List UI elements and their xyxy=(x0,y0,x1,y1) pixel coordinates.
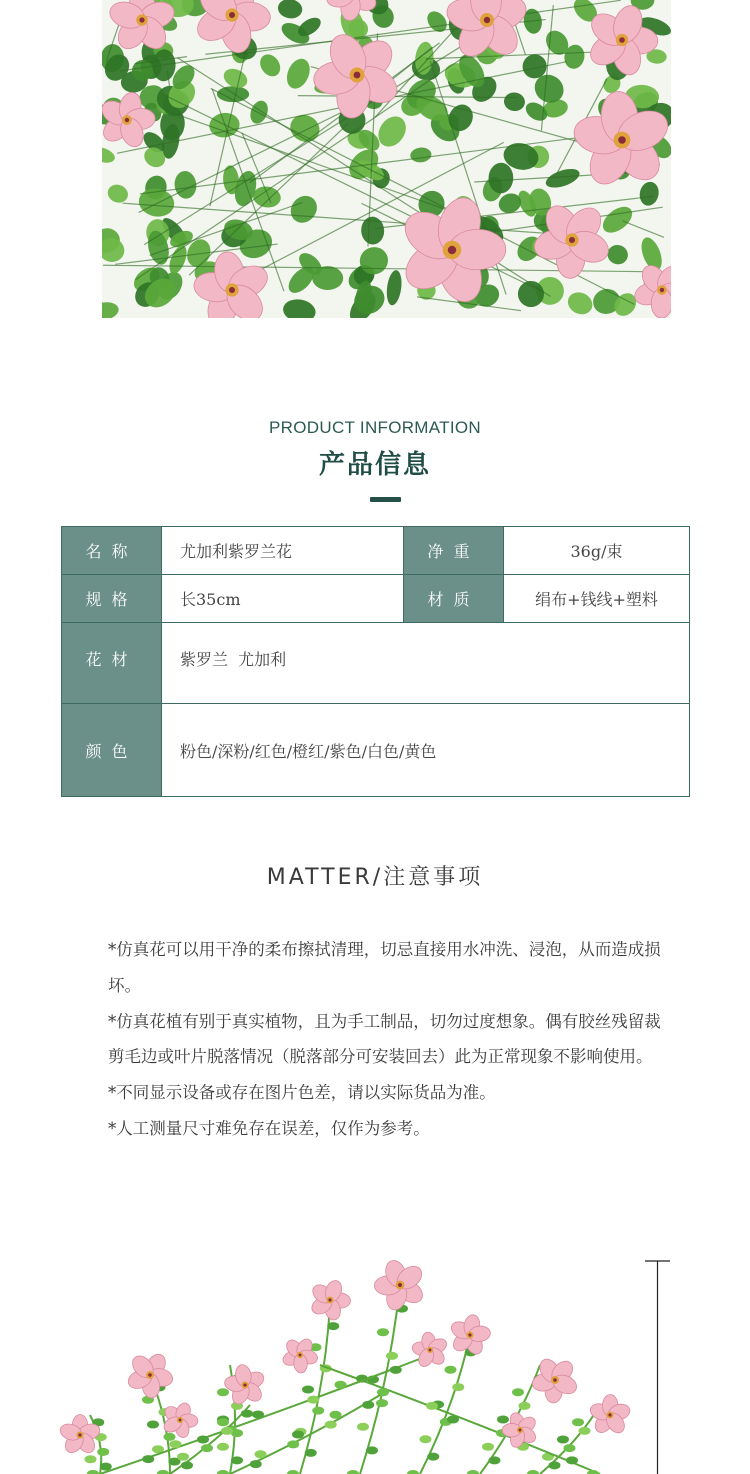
spec-row-name xyxy=(62,527,689,574)
spec-row-colors xyxy=(62,703,689,796)
matter-title: MATTER/注意事项 xyxy=(266,865,484,890)
section-title-en: PRODUCT INFORMATION xyxy=(269,418,481,437)
matter-note: *人工测量尺寸难免存在误差，仅作为参考。 xyxy=(108,1118,430,1138)
spec-value-size: 长35cm xyxy=(161,575,403,622)
spec-value-weight: 36g/束 xyxy=(503,527,689,574)
spec-label-colors: 颜色 xyxy=(62,704,161,796)
spec-label-weight: 净重 xyxy=(403,527,503,574)
section-title-zh: 产品信息 xyxy=(318,450,431,480)
matter-note: *仿真花植有别于真实植物，且为手工制品，切勿过度想象。偶有胶丝残留裁剪毛边或叶片脱落情况（脱落部分可安装回去）此为正常现象不影响使用。 xyxy=(108,1011,661,1067)
spec-row-size xyxy=(62,574,689,622)
spec-label-name: 名称 xyxy=(62,527,161,574)
spec-value-flowers: 紫罗兰 尤加利 xyxy=(161,623,689,703)
spec-value-name: 尤加利紫罗兰花 xyxy=(161,527,403,574)
spec-value-colors: 粉色/深粉/红色/橙红/紫色/白色/黄色 xyxy=(161,704,689,796)
product-photo-bottom xyxy=(0,1215,750,1474)
spec-row-flowers xyxy=(62,622,689,703)
spec-value-material: 绢布+钱线+塑料 xyxy=(503,575,689,622)
matter-note: *不同显示设备或存在图片色差，请以实际货品为准。 xyxy=(108,1083,496,1103)
height-dimension-line xyxy=(645,1260,670,1474)
title-underline xyxy=(370,497,401,502)
spec-label-size: 规格 xyxy=(62,575,161,622)
spec-table xyxy=(61,526,690,797)
flower-arrangement-image xyxy=(102,0,671,318)
flower-stems-image xyxy=(0,1215,750,1474)
matter-note: *仿真花可以用干净的柔布擦拭清理，切忌直接用水冲洗、浸泡，从而造成损坏。 xyxy=(108,940,661,995)
matter-notes xyxy=(108,932,668,1147)
product-photo-top xyxy=(102,0,671,318)
spec-label-material: 材质 xyxy=(403,575,503,622)
spec-label-flowers: 花材 xyxy=(62,623,161,703)
